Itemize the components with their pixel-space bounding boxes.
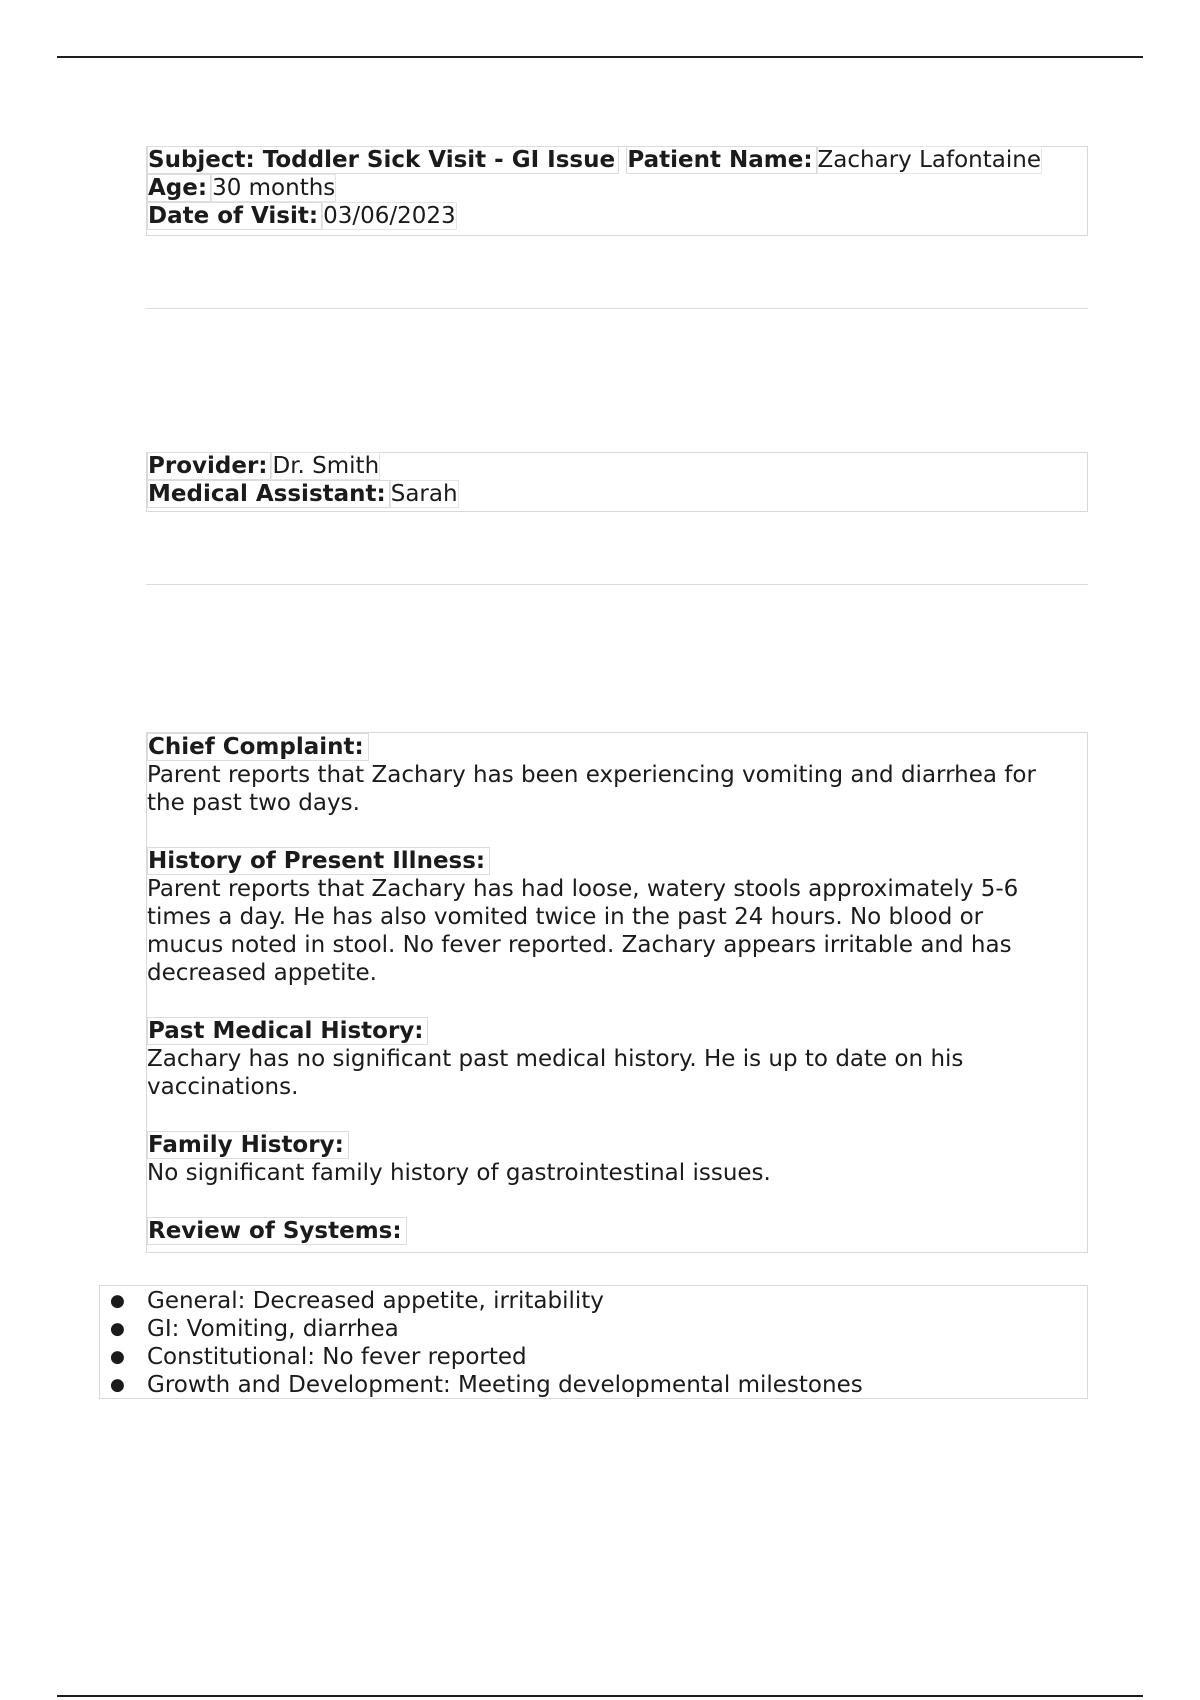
text-line: the past two days. xyxy=(147,790,360,816)
visit-date-line xyxy=(147,202,1087,230)
bullet-icon: ● xyxy=(110,1347,125,1367)
assistant-label: Medical Assistant: xyxy=(147,480,390,508)
ros-heading: Review of Systems: xyxy=(147,1217,407,1245)
page-top-rule xyxy=(57,56,1143,58)
section-divider xyxy=(146,584,1088,585)
age-line xyxy=(147,174,1087,202)
age-label: Age: xyxy=(147,174,211,202)
clinical-notes-box xyxy=(146,732,1088,1253)
list-item xyxy=(100,1315,1087,1343)
list-item-text: GI: Vomiting, diarrhea xyxy=(147,1316,399,1342)
patient-name-value: Zachary Lafontaine xyxy=(817,147,1041,173)
hpi-heading: History of Present Illness: xyxy=(147,847,490,875)
hpi-section xyxy=(147,847,1087,987)
ros-list-box xyxy=(99,1285,1088,1399)
bullet-icon: ● xyxy=(110,1375,125,1395)
list-item xyxy=(100,1371,1087,1399)
staff-info-box xyxy=(146,452,1088,512)
assistant-value: Sarah xyxy=(390,481,458,507)
list-item xyxy=(100,1343,1087,1371)
age-value: 30 months xyxy=(212,175,336,201)
chief-complaint-section xyxy=(147,733,1087,817)
family-history-text xyxy=(147,1159,1087,1187)
list-item-text: General: Decreased appetite, irritability xyxy=(147,1288,604,1314)
text-line: Parent reports that Zachary has had loose, watery stools approximately 5-6 xyxy=(147,876,1019,902)
pmh-heading: Past Medical History: xyxy=(147,1017,428,1045)
provider-value: Dr. Smith xyxy=(272,453,380,479)
chief-complaint-text xyxy=(147,761,1087,817)
visit-date-label: Date of Visit: xyxy=(147,202,322,230)
provider-line xyxy=(147,452,1087,480)
section-divider xyxy=(146,308,1088,309)
ros-section xyxy=(147,1217,1087,1245)
ros-list xyxy=(100,1286,1087,1399)
text-line: times a day. He has also vomited twice in the past 24 hours. No blood or xyxy=(147,904,984,930)
patient-name-label: Patient Name: xyxy=(626,146,816,174)
text-line: Zachary has no significant past medical history. He is up to date on his xyxy=(147,1046,964,1072)
family-history-section xyxy=(147,1131,1087,1187)
hpi-text xyxy=(147,875,1087,987)
bullet-icon: ● xyxy=(110,1319,125,1339)
page-bottom-rule xyxy=(57,1695,1143,1697)
list-item-text: Constitutional: No fever reported xyxy=(147,1344,527,1370)
visit-date-value: 03/06/2023 xyxy=(323,203,456,229)
text-line: vaccinations. xyxy=(147,1074,299,1100)
list-item-text: Growth and Development: Meeting developmental milestones xyxy=(147,1372,863,1398)
text-line: No significant family history of gastrointestinal issues. xyxy=(147,1160,771,1186)
pmh-section xyxy=(147,1017,1087,1101)
family-history-heading: Family History: xyxy=(147,1131,349,1159)
chief-complaint-heading: Chief Complaint: xyxy=(147,733,369,761)
provider-label: Provider: xyxy=(147,452,271,480)
text-line: Parent reports that Zachary has been experiencing vomiting and diarrhea for xyxy=(147,762,1036,788)
text-line: decreased appetite. xyxy=(147,960,377,986)
assistant-line xyxy=(147,480,1087,508)
pmh-text xyxy=(147,1045,1087,1101)
subject-label: Subject: Toddler Sick Visit - GI Issue xyxy=(147,146,619,174)
bullet-icon: ● xyxy=(110,1291,125,1311)
text-line: mucus noted in stool. No fever reported. Zachary appears irritable and has xyxy=(147,932,1012,958)
patient-info-box xyxy=(146,146,1088,236)
list-item xyxy=(100,1287,1087,1315)
subject-line xyxy=(147,146,1087,174)
